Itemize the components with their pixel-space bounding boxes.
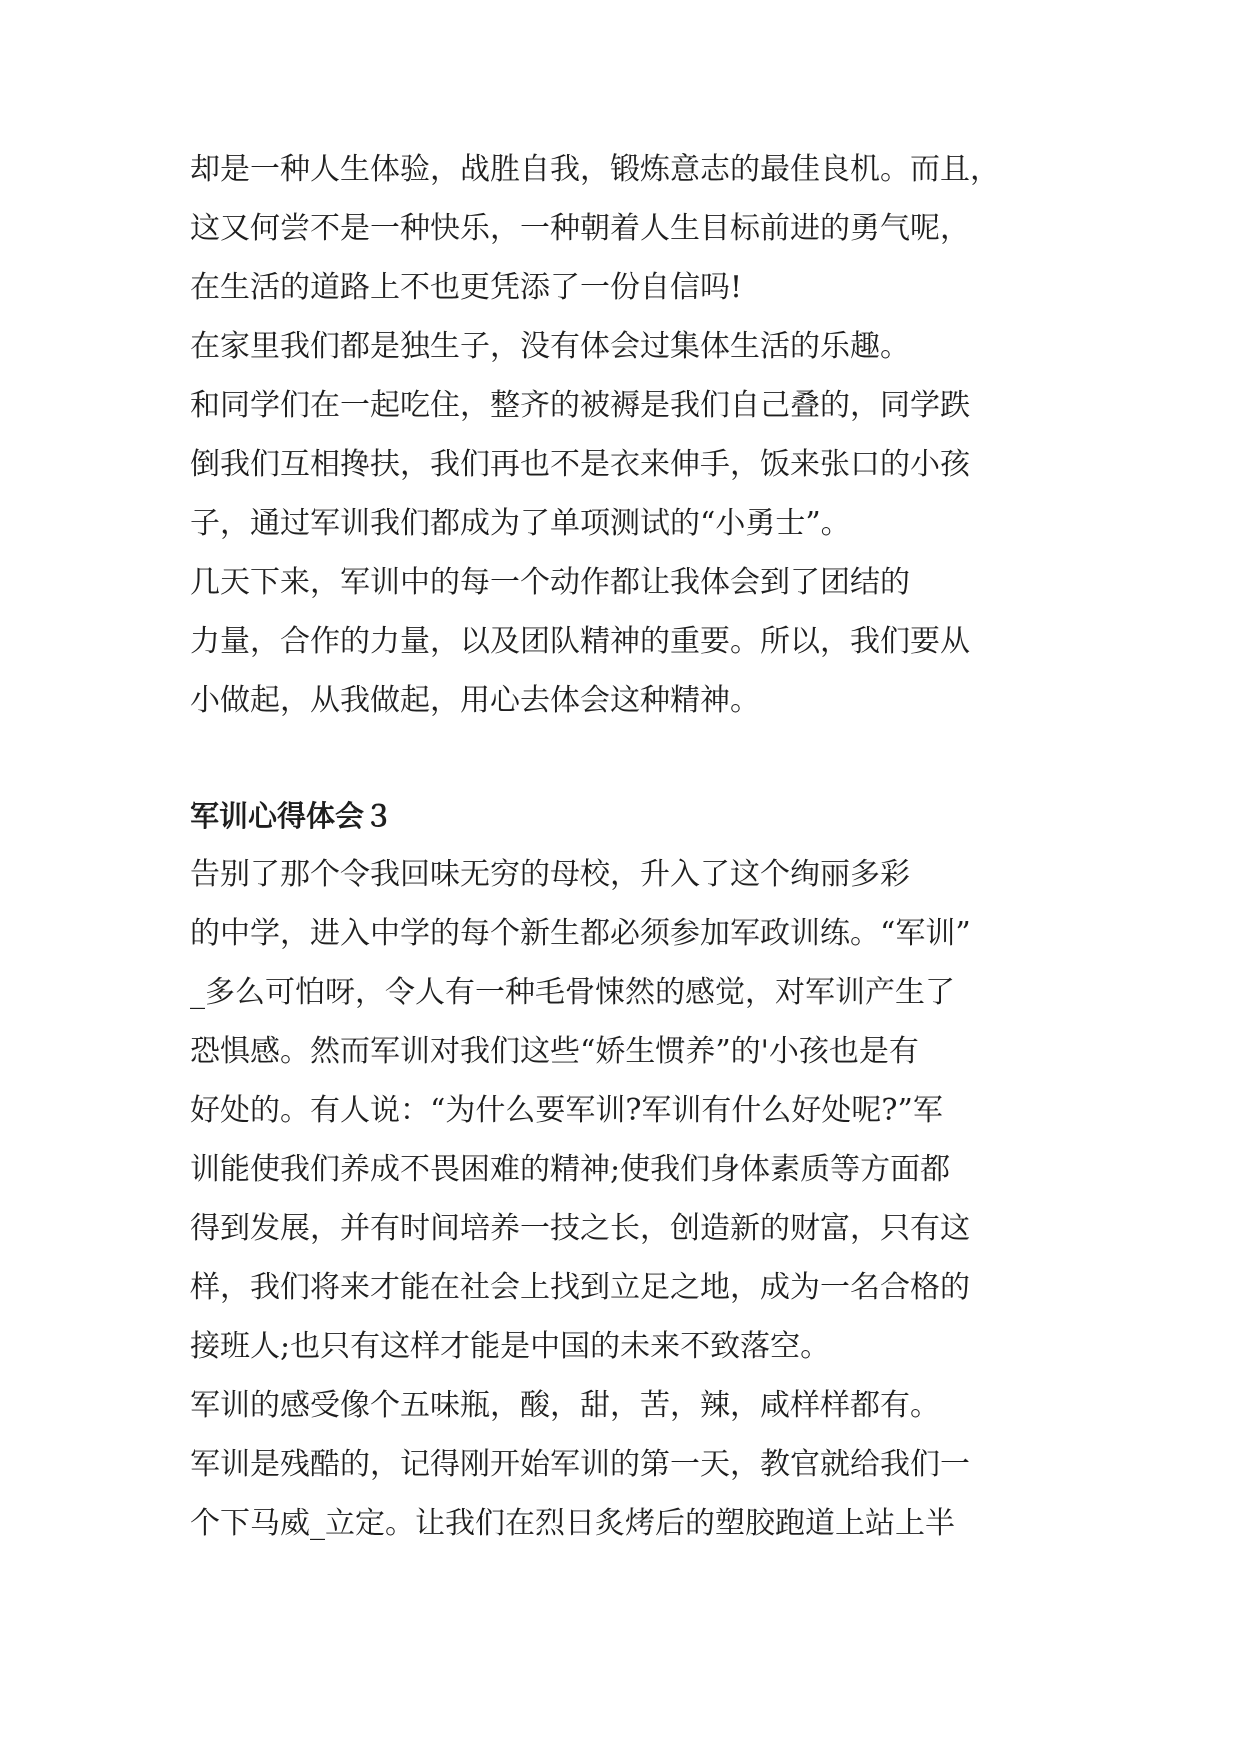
text-line: 小做起，从我做起，用心去体会这种精神。 (190, 683, 760, 718)
text-line: 恐惧感。然而军训对我们这些“娇生惯养”的'小孩也是有 (190, 1034, 919, 1069)
text-line: 几天下来，军训中的每一个动作都让我体会到了团结的 (190, 565, 910, 600)
text-line: 军训是残酷的，记得刚开始军训的第一天，教官就给我们一 (190, 1447, 970, 1482)
text-line: 这又何尝不是一种快乐，一种朝着人生目标前进的勇气呢， (190, 211, 970, 246)
text-line: 个下马威_立定。让我们在烈日炙烤后的塑胶跑道上站上半 (190, 1506, 955, 1541)
text-line: 军训的感受像个五味瓶，酸，甜，苦，辣，咸样样都有。 (190, 1388, 940, 1423)
text-line: 样，我们将来才能在社会上找到立足之地，成为一名合格的 (190, 1270, 970, 1305)
text-line: 在家里我们都是独生子，没有体会过集体生活的乐趣。 (190, 329, 910, 364)
text-line: 训能使我们养成不畏困难的精神;使我们身体素质等方面都 (190, 1152, 951, 1187)
section-heading: 军训心得体会３ (190, 799, 394, 833)
text-line: 却是一种人生体验，战胜自我，锻炼意志的最佳良机。而且， (190, 152, 1000, 187)
text-line: 接班人;也只有这样才能是中国的未来不致落空。 (190, 1329, 831, 1364)
text-line: 和同学们在一起吃住，整齐的被褥是我们自己叠的，同学跌 (190, 388, 970, 423)
text-line: 在生活的道路上不也更凭添了一份自信吗! (190, 270, 743, 305)
text-line: 好处的。有人说：“为什么要军训?军训有什么好处呢?”军 (190, 1093, 943, 1128)
text-line: 的中学，进入中学的每个新生都必须参加军政训练。“军训” (190, 916, 971, 951)
text-line: 力量，合作的力量，以及团队精神的重要。所以，我们要从 (190, 624, 970, 659)
text-line: 告别了那个令我回味无穷的母校，升入了这个绚丽多彩 (190, 857, 910, 892)
text-line: 子，通过军训我们都成为了单项测试的“小勇士”。 (190, 506, 851, 541)
text-line: 得到发展，并有时间培养一技之长，创造新的财富，只有这 (190, 1211, 970, 1246)
text-line: _多么可怕呀，令人有一种毛骨悚然的感觉，对军训产生了 (190, 975, 955, 1010)
text-line: 倒我们互相搀扶，我们再也不是衣来伸手，饭来张口的小孩 (190, 447, 970, 482)
